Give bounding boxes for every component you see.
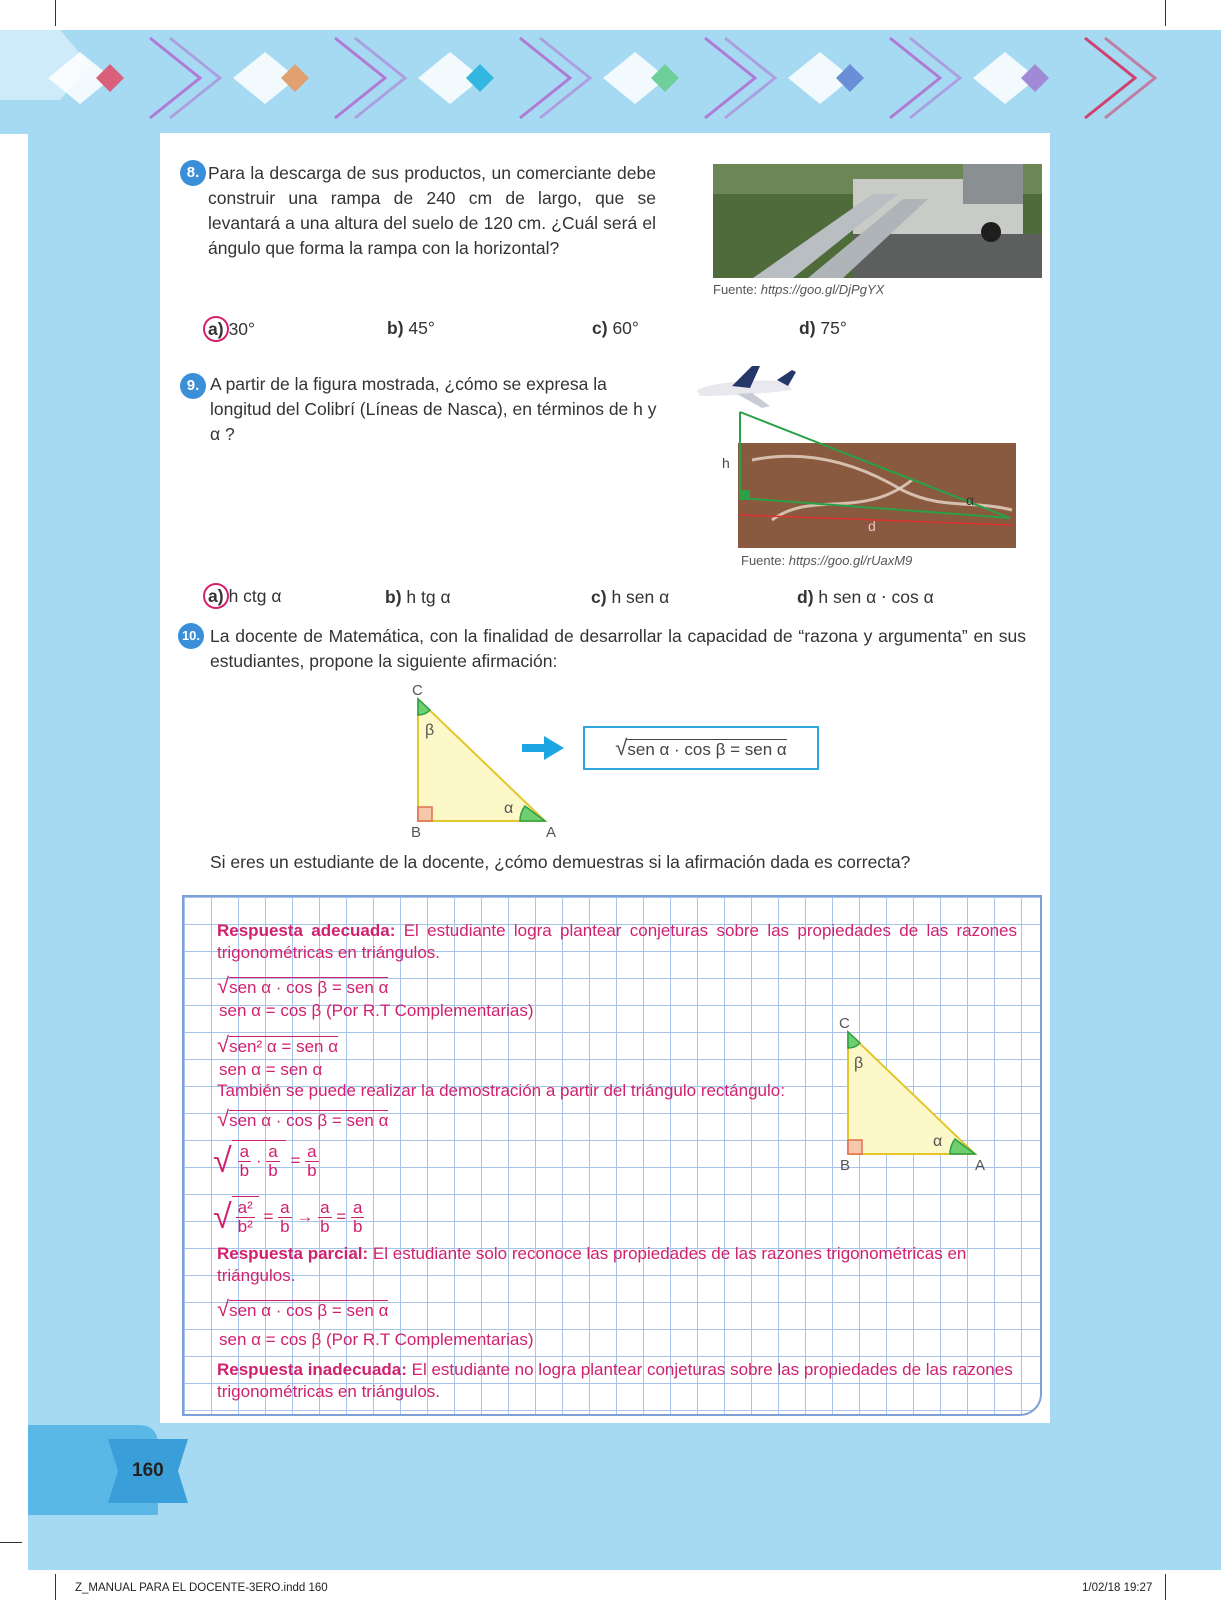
vertex-a-label: A	[975, 1157, 986, 1174]
question-8-number: 8.	[180, 160, 206, 186]
angle-alpha-label: α	[504, 800, 514, 817]
q8-option-a[interactable]	[203, 316, 255, 342]
frac-num: a	[307, 1142, 317, 1161]
answer-line-8: sen α = cos β (Por R.T Complementarias)	[219, 1330, 534, 1349]
q8-option-a-letter: a)	[203, 316, 229, 342]
answer-fraction-1: √ $\frac{a}{b}$ · $\frac{a}{b}$ = $\frac{a}{b}$	[213, 1142, 317, 1180]
frac-den: b	[320, 1217, 330, 1236]
figure-d-label: d	[868, 518, 876, 534]
frac-den: b	[239, 1161, 250, 1180]
q9-option-b-letter: b)	[385, 587, 402, 607]
frac-num: a	[280, 1198, 290, 1217]
statement-box: √sen α · cos β = sen α	[583, 726, 819, 770]
adequate-label: Respuesta adecuada:	[217, 921, 396, 940]
vertex-b-label: B	[411, 824, 422, 841]
inadequate-answer	[217, 1359, 1017, 1403]
q9-option-a-value: h ctg α	[228, 586, 282, 606]
answer-line-6: √sen α · cos β = sen α	[217, 1106, 389, 1131]
answer-triangle-figure	[830, 1015, 990, 1178]
footer-file: Z_MANUAL PARA EL DOCENTE-3ERO.indd 160	[75, 1582, 328, 1594]
angle-beta-label: β	[854, 1055, 864, 1072]
angle-beta-label: β	[425, 722, 435, 739]
frac-num: a	[320, 1198, 330, 1217]
triangle-figure	[400, 682, 570, 845]
q9-option-d-letter: d)	[797, 587, 814, 607]
q9-option-a[interactable]	[203, 583, 281, 609]
question-10-text: La docente de Matemática, con la finalidad de desarrollar la capacidad de “razona y argumenta” en sus estudiantes, propone la siguiente afirmación:	[210, 626, 1026, 671]
nasca-figure	[692, 360, 1022, 550]
header-diamond-icon	[281, 64, 309, 92]
header-diamond-icon	[1021, 64, 1049, 92]
question-8-text: Para la descarga de sus productos, un comerciante debe construir una rampa de 240 cm de largo, que se levantará a una altura del suelo de 120 cm. ¿Cuál será el ángulo que forma la rampa con la horizontal?	[208, 163, 656, 258]
partial-label: Respuesta parcial:	[217, 1244, 369, 1263]
q8-option-b[interactable]	[387, 318, 435, 339]
q9-option-d[interactable]	[797, 587, 934, 608]
header-diamond-icon	[466, 64, 494, 92]
frac-den: b	[268, 1161, 278, 1180]
q8-option-b-letter: b)	[387, 318, 404, 338]
airplane-icon	[697, 366, 796, 408]
answer-line-3: √sen² α = sen α	[217, 1032, 339, 1057]
frac-num: a	[239, 1142, 250, 1161]
answer-line-7: √sen α · cos β = sen α	[217, 1296, 389, 1321]
header-diamond-icon	[836, 64, 864, 92]
question-9-text: A partir de la figura mostrada, ¿cómo se expresa la longitud del Colibrí (Líneas de Nasca), en términos de h y α ?	[210, 374, 657, 444]
answer-line-5: También se puede realizar la demostración a partir del triángulo rectángulo:	[217, 1081, 785, 1100]
statement-formula: sen α · cos β = sen α	[627, 740, 787, 759]
ramp-truck-photo	[713, 164, 1042, 278]
source-url: https://goo.gl/rUaxM9	[788, 553, 913, 568]
crop-mark	[1165, 1574, 1166, 1600]
frac-den: b	[307, 1161, 317, 1180]
partial-text: El estudiante solo reconoce las propiedades de las razones trigonométricas en triángulos.	[217, 1244, 967, 1285]
source-label: Fuente:	[741, 553, 786, 568]
q9-option-c-value: h sen α	[611, 587, 670, 607]
inadequate-label: Respuesta inadecuada:	[217, 1360, 407, 1379]
q9-option-c-letter: c)	[591, 587, 607, 607]
header-pattern	[0, 30, 1221, 134]
q8-option-c-letter: c)	[592, 318, 608, 338]
q8-option-b-value: 45°	[408, 318, 435, 338]
line-1-text: sen α · cos β = sen α	[229, 978, 389, 997]
line-6-text: sen α · cos β = sen α	[229, 1111, 389, 1130]
figure-h-label: h	[722, 455, 730, 471]
header-diamond-icon	[651, 64, 679, 92]
header-diamond-icon	[96, 64, 124, 92]
source-url: https://goo.gl/DjPgYX	[760, 282, 885, 297]
decorative-header	[0, 30, 1221, 134]
question-8-source	[713, 282, 884, 297]
q8-option-d[interactable]	[799, 318, 847, 339]
frac-num: a	[352, 1198, 363, 1217]
q8-option-d-letter: d)	[799, 318, 816, 338]
q9-option-b-value: h tg α	[406, 587, 451, 607]
question-10-prompt: Si eres un estudiante de la docente, ¿cómo demuestras si la afirmación dada es correcta?	[210, 852, 911, 872]
vertex-b-label: B	[840, 1157, 851, 1174]
vertex-a-label: A	[546, 824, 557, 841]
vertex-c-label: C	[839, 1015, 850, 1032]
answer-line-1: √sen α · cos β = sen α	[217, 973, 389, 998]
q9-option-c[interactable]	[591, 587, 669, 608]
question-9-number: 9.	[180, 373, 206, 399]
adequate-answer	[217, 920, 1017, 964]
answer-line-4: sen α = sen α	[219, 1060, 323, 1079]
page-number: 160	[132, 1460, 164, 1481]
question-9-source	[741, 553, 912, 568]
q9-option-d-value: h sen α ⋅ cos α	[818, 587, 934, 607]
vertex-c-label: C	[412, 682, 423, 699]
arrow-icon	[522, 736, 564, 765]
line-7-text: sen α · cos β = sen α	[229, 1301, 389, 1320]
frac-den: b²	[237, 1217, 253, 1236]
answer-fraction-2: √ $\frac{\text{a²}}{\text{b²}}$ = $\frac{a}{b}$ → $\frac{a}{b}$ = $\frac{a}{b}$	[213, 1198, 363, 1236]
q8-option-c-value: 60°	[612, 318, 639, 338]
q9-option-a-letter: a)	[203, 583, 229, 609]
crop-mark	[1165, 0, 1166, 26]
q8-option-a-value: 30°	[228, 319, 256, 339]
partial-answer	[217, 1243, 977, 1287]
q9-option-b[interactable]	[385, 587, 451, 608]
q8-option-d-value: 75°	[820, 318, 847, 338]
frac-den: b	[352, 1217, 363, 1236]
footer-date: 1/02/18 19:27	[1082, 1582, 1153, 1594]
crop-mark	[55, 0, 56, 26]
frac-num: a²	[237, 1198, 253, 1217]
line-3-text: sen² α = sen α	[229, 1037, 339, 1056]
q8-option-c[interactable]	[592, 318, 639, 339]
crop-mark	[0, 1542, 22, 1543]
crop-mark	[55, 1574, 56, 1600]
page-number-tab	[28, 1425, 198, 1515]
inadequate-text: El estudiante no logra plantear conjeturas sobre las propiedades de las razones trigonométricas en triángulos.	[217, 1360, 1013, 1401]
figure-alpha-label: α	[966, 492, 975, 508]
adequate-text: El estudiante logra plantear conjeturas sobre las propiedades de las razones trigonométricas en triángulos.	[217, 921, 1017, 962]
source-label: Fuente:	[713, 282, 758, 297]
answer-line-2: sen α = cos β (Por R.T Complementarias)	[219, 1001, 534, 1020]
question-10-number: 10.	[178, 623, 204, 649]
frac-den: b	[280, 1217, 290, 1236]
frac-num: a	[268, 1142, 278, 1161]
angle-alpha-label: α	[933, 1133, 943, 1150]
